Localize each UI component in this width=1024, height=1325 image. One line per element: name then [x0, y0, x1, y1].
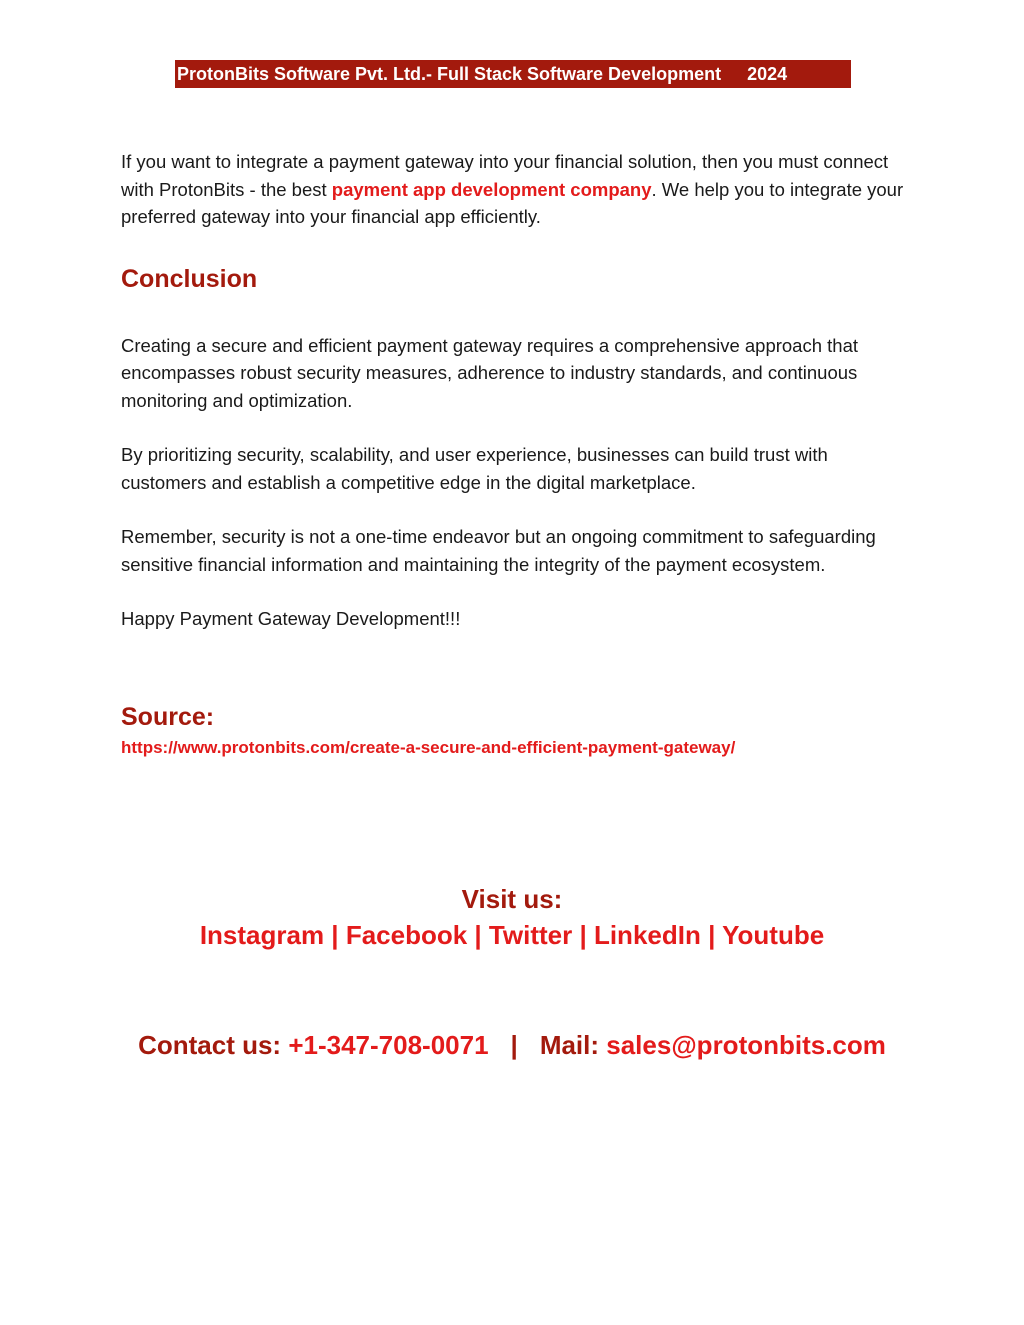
source-heading: Source:: [121, 702, 215, 731]
social-links-row: [0, 920, 1024, 951]
contact-row: [0, 1030, 1024, 1061]
contact-separator: |: [510, 1030, 518, 1060]
conclusion-paragraph-1: Creating a secure and efficient payment gateway requires a comprehensive approach that encompasses robust security measures, adherence to industry standards, and continuous monitoring and optimization.: [121, 334, 859, 411]
page-header-bar: [175, 60, 851, 88]
conclusion-heading: Conclusion: [121, 264, 258, 293]
link-separator: |: [324, 920, 346, 950]
header-year: 2024: [747, 64, 788, 84]
conclusion-paragraph-3: Remember, security is not a one-time endeavor but an ongoing commitment to safeguarding sensitive financial information and maintaining the integrity of the payment ecosystem.: [121, 526, 876, 575]
youtube-link[interactable]: Youtube: [722, 920, 825, 950]
linkedin-link[interactable]: LinkedIn: [593, 920, 701, 950]
link-separator: |: [467, 920, 489, 950]
email-link[interactable]: sales@protonbits.com: [606, 1030, 886, 1060]
intro-text-before: If you want to integrate a payment gateway into your financial solution, then you must connect with ProtonBits - the best: [121, 151, 889, 200]
mail-label: Mail:: [539, 1030, 607, 1060]
contact-label: Contact us:: [138, 1030, 289, 1060]
link-separator: |: [700, 920, 723, 950]
header-title: ProtonBits Software Pvt. Ltd.- Full Stack Software Development: [177, 64, 722, 84]
phone-number-link[interactable]: +1-347-708-0071: [288, 1030, 489, 1060]
payment-app-development-link[interactable]: payment app development company: [331, 178, 652, 200]
instagram-link[interactable]: Instagram: [199, 920, 325, 950]
twitter-link[interactable]: Twitter: [488, 920, 573, 950]
conclusion-paragraph-4: Happy Payment Gateway Development!!!: [121, 608, 461, 629]
intro-text-after: . We help you to integrate your preferred gateway into your financial app efficiently.: [121, 178, 904, 227]
conclusion-paragraph-2: By prioritizing security, scalability, and user experience, businesses can build trust with customers and establish a competitive edge in the digital marketplace.: [121, 444, 828, 493]
facebook-link[interactable]: Facebook: [345, 920, 468, 950]
visit-us-heading: Visit us:: [461, 884, 563, 914]
link-separator: |: [572, 920, 594, 950]
main-content: [121, 148, 911, 758]
source-url-link[interactable]: https://www.protonbits.com/create-a-secure-and-efficient-payment-gateway/: [121, 737, 736, 757]
intro-paragraph: [121, 148, 911, 231]
